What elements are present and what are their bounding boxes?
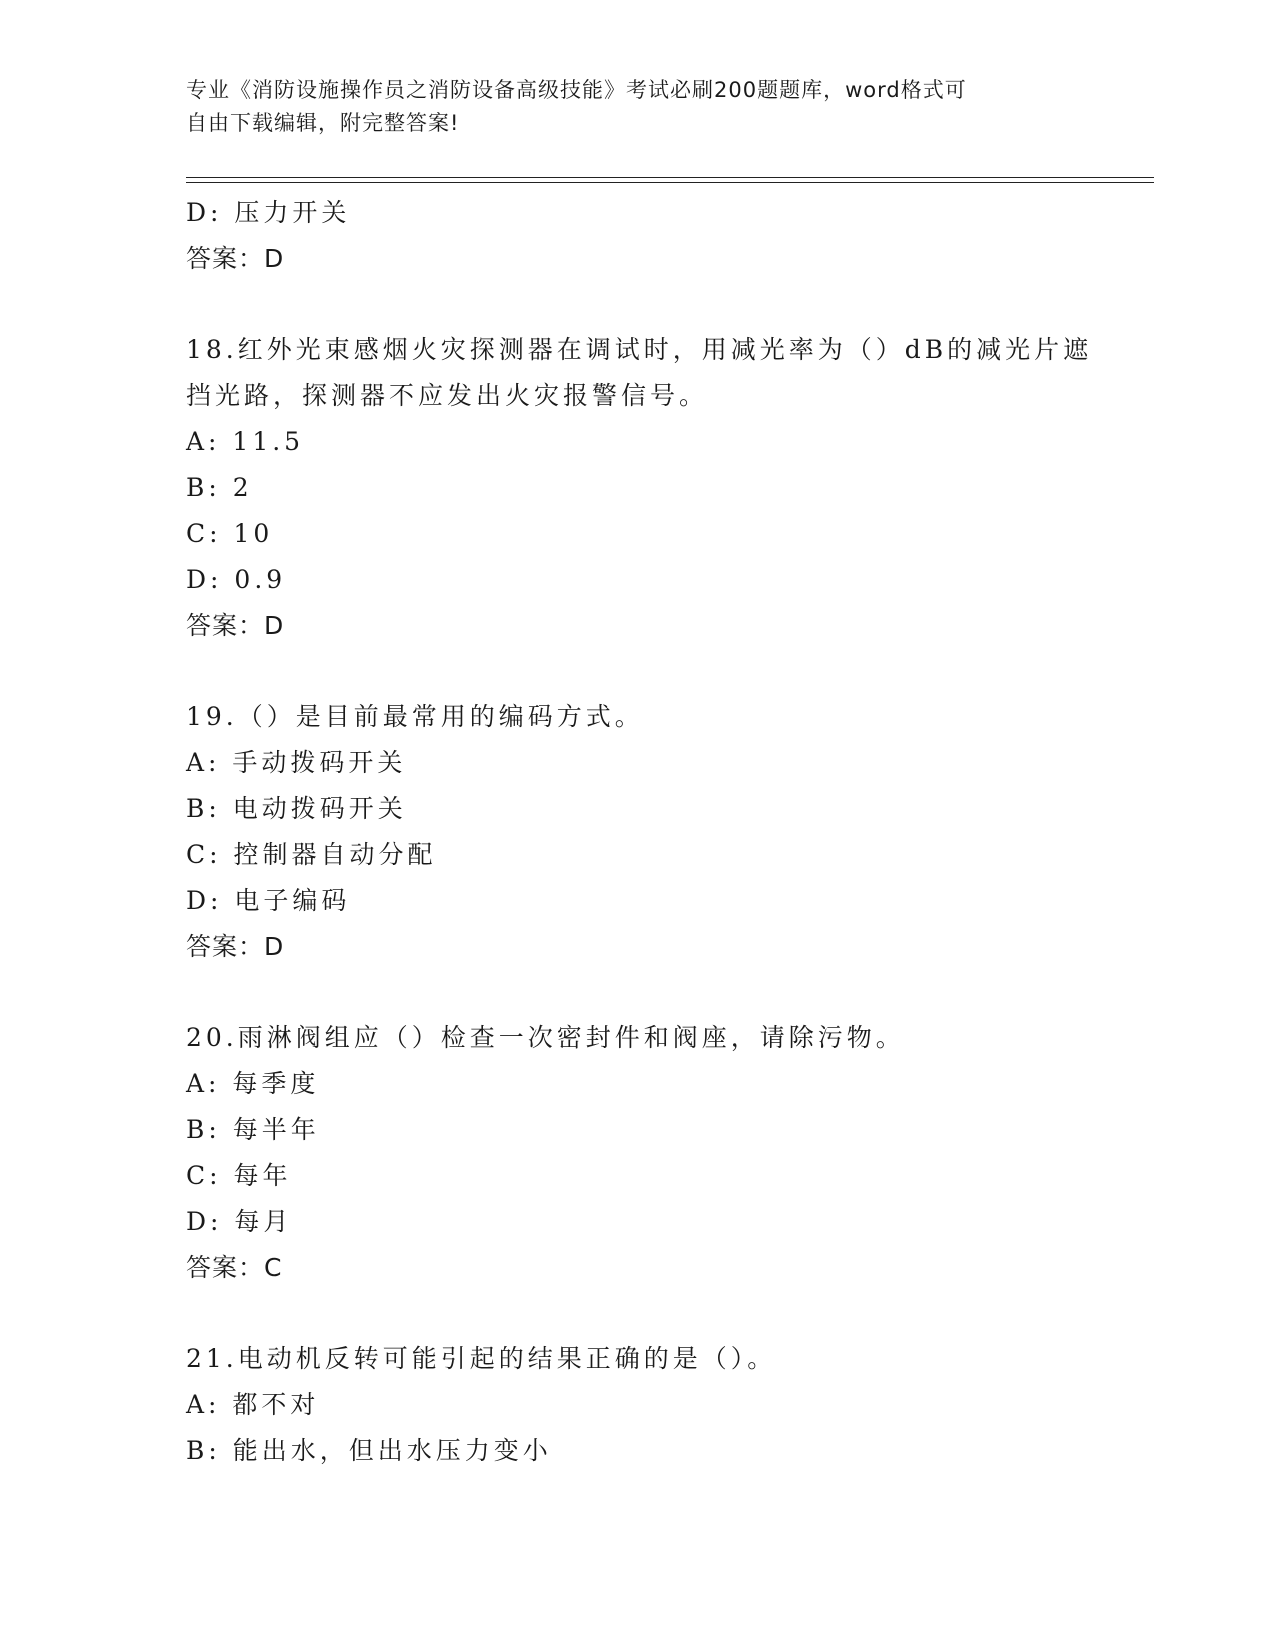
question-stem: 18.红外光束感烟火灾探测器在调试时，用减光率为（）dB的减光片遮 [186, 335, 1093, 364]
question-18 [186, 327, 1154, 649]
header-divider-top [186, 177, 1154, 178]
question-stem: 20.雨淋阀组应（）检查一次密封件和阀座，请除污物。 [186, 1023, 905, 1052]
answer-line: 答案：D [186, 611, 285, 640]
answer-line: 答案：D [186, 932, 285, 961]
option-d: D: 电子编码 [186, 886, 351, 915]
question-19 [186, 694, 1154, 970]
option-a: A: 11.5 [186, 427, 305, 456]
header-line-2: 自由下载编辑，附完整答案! [186, 111, 460, 135]
option-a: A: 每季度 [186, 1069, 320, 1098]
answer-line: 答案：D [186, 244, 285, 273]
option-b: B: 能出水，但出水压力变小 [186, 1436, 552, 1465]
header-line-1: 专业《消防设施操作员之消防设备高级技能》考试必刷200题题库，word格式可 [186, 78, 967, 102]
document-header [186, 74, 1086, 140]
question-21 [186, 1336, 1154, 1474]
option-d: D: 0.9 [186, 565, 287, 594]
header-divider-bottom [186, 182, 1154, 183]
answer-line: 答案：C [186, 1253, 283, 1282]
question-20 [186, 1015, 1154, 1291]
question-stem-continued: 挡光路，探测器不应发出火灾报警信号。 [186, 381, 709, 410]
question-list [186, 190, 1154, 1474]
option-d: D: 每月 [186, 1207, 293, 1236]
question-stem: 19.（）是目前最常用的编码方式。 [186, 702, 644, 731]
question-stem: 21.电动机反转可能引起的结果正确的是（）。 [186, 1344, 777, 1373]
option-c: C: 每年 [186, 1161, 292, 1190]
option-a: A: 手动拨码开关 [186, 748, 407, 777]
option-d: D: 压力开关 [186, 198, 351, 227]
option-a: A: 都不对 [186, 1390, 320, 1419]
option-b: B: 2 [186, 473, 253, 502]
option-b: B: 电动拨码开关 [186, 794, 407, 823]
option-b: B: 每半年 [186, 1115, 320, 1144]
option-c: C: 控制器自动分配 [186, 840, 437, 869]
option-c: C: 10 [186, 519, 274, 548]
